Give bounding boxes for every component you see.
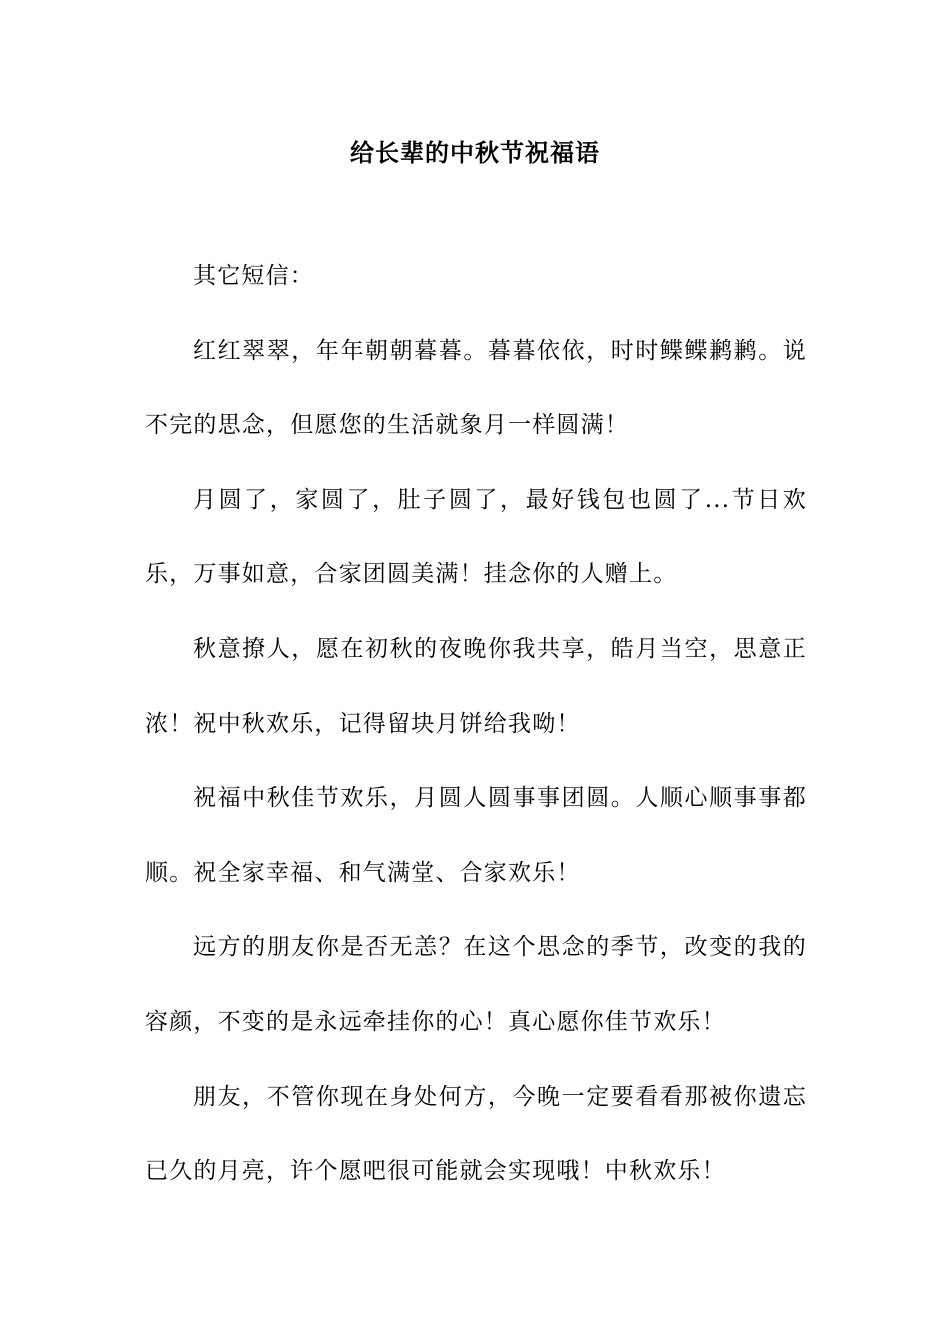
paragraph-greeting-4: 祝福中秋佳节欢乐，月圆人圆事事团圆。人顺心顺事事都顺。祝全家幸福、和气满堂、合家欢乐！ xyxy=(145,785,807,886)
paragraph-greeting-6: 朋友，不管你现在身处何方，今晚一定要看看那被你遗忘已久的月亮，许个愿吧很可能就会实现哦！中秋欢乐！ xyxy=(145,1083,807,1185)
document-body xyxy=(145,239,807,1209)
paragraph-greeting-5: 远方的朋友你是否无恙？在这个思念的季节，改变的我的容颜，不变的是永远牵挂你的心！真心愿你佳节欢乐！ xyxy=(145,934,807,1035)
paragraph-intro: 其它短信： xyxy=(193,263,314,289)
paragraph-greeting-1: 红红翠翠，年年朝朝暮暮。暮暮依依，时时鲽鲽鹣鹣。说不完的思念，但愿您的生活就象月一样圆满！ xyxy=(145,337,807,439)
paragraph-greeting-3: 秋意撩人，愿在初秋的夜晚你我共享，皓月当空，思意正浓！祝中秋欢乐，记得留块月饼给我呦！ xyxy=(145,635,807,737)
paragraph-greeting-2: 月圆了，家圆了，肚子圆了，最好钱包也圆了...节日欢乐，万事如意，合家团圆美满！挂念你的人赠上。 xyxy=(145,486,807,588)
document-title: 给长辈的中秋节祝福语 xyxy=(350,138,600,167)
